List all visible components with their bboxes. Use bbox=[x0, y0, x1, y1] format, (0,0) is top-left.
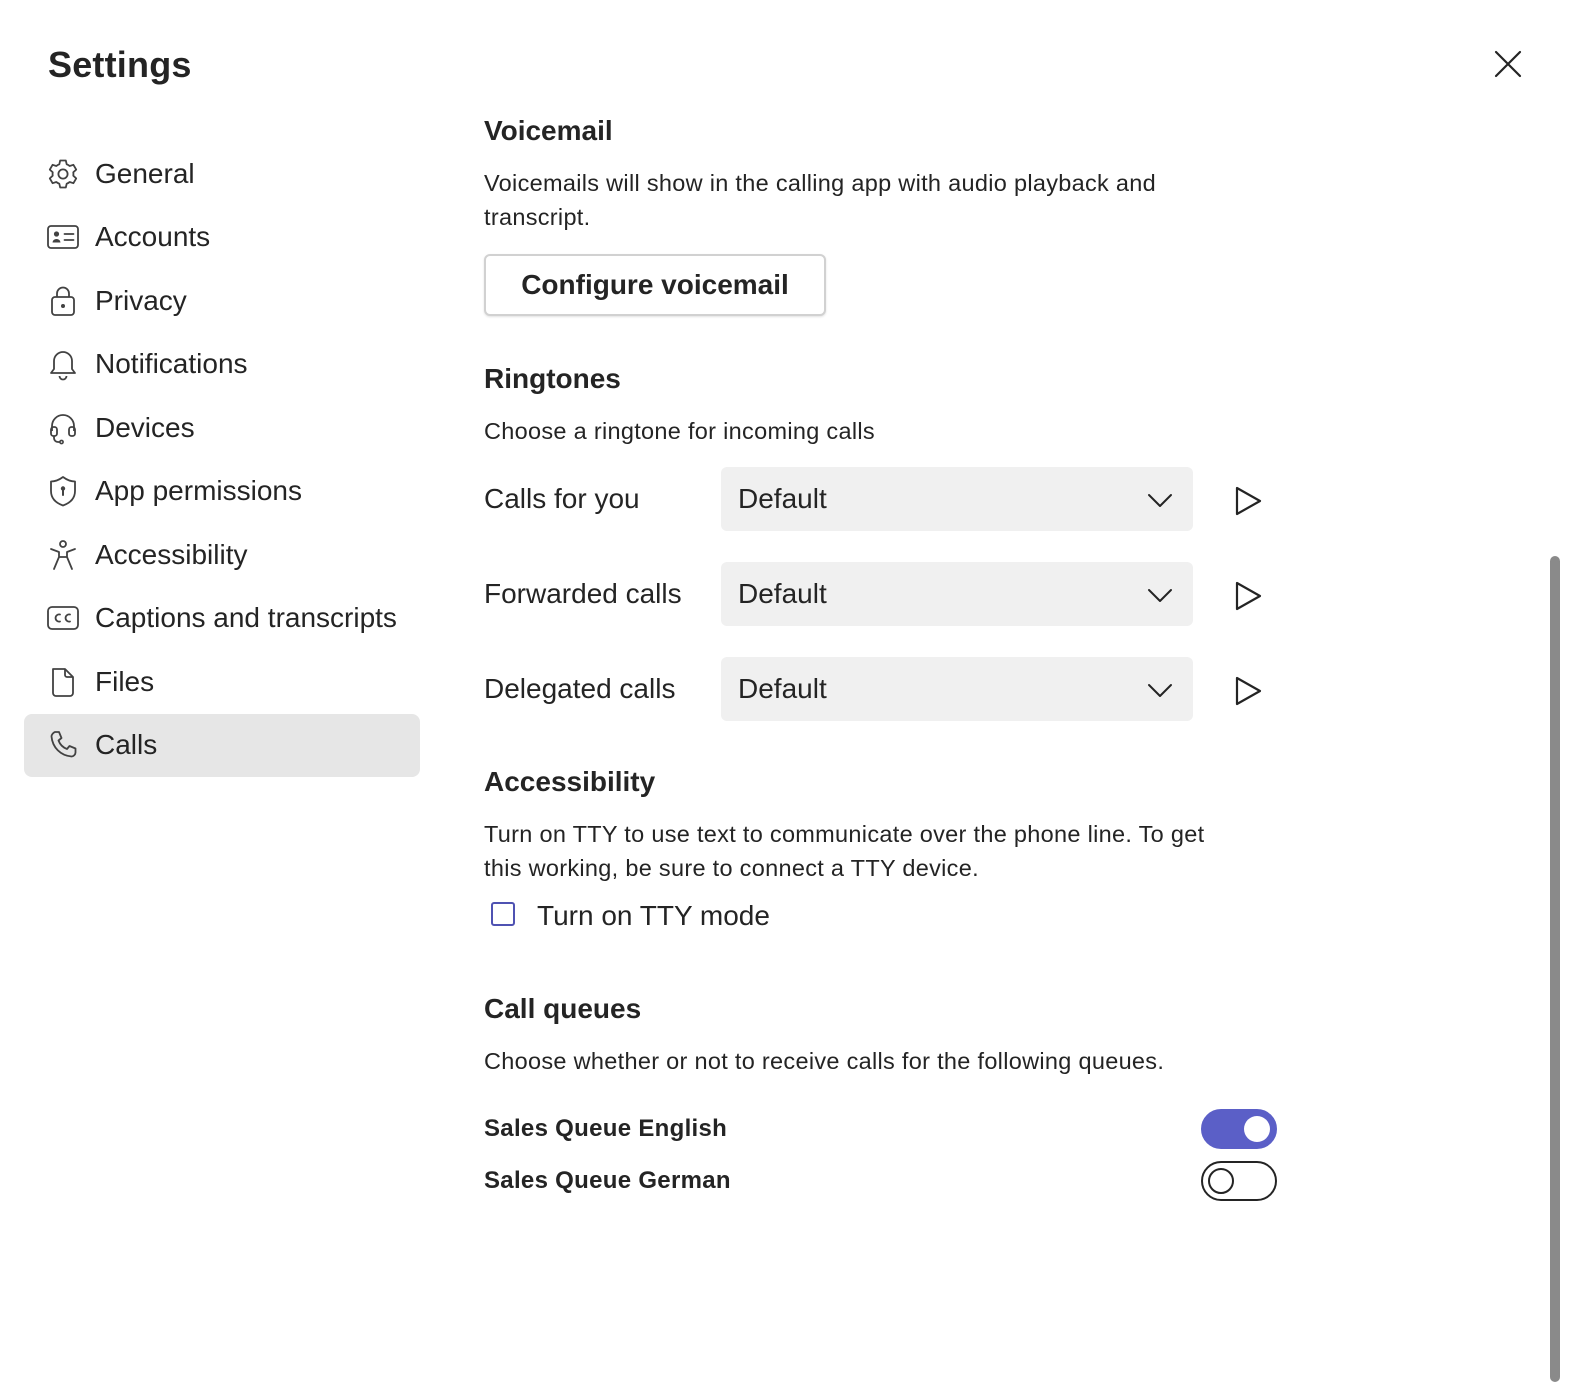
chevron-down-icon bbox=[1147, 487, 1173, 513]
sidebar-item-general[interactable] bbox=[24, 142, 420, 206]
scrollbar-thumb[interactable] bbox=[1550, 556, 1560, 1382]
file-icon bbox=[46, 665, 80, 699]
call-queues-description: Choose whether or not to receive calls for the following queues. bbox=[484, 1048, 1165, 1074]
ringtone-label: Forwarded calls bbox=[484, 578, 682, 609]
sidebar-item-devices[interactable] bbox=[24, 396, 420, 460]
sidebar-item-label: App permissions bbox=[95, 475, 302, 507]
ringtone-select-calls-for-you[interactable] bbox=[721, 467, 1193, 531]
ringtone-row-calls-for-you bbox=[484, 467, 1284, 531]
chevron-down-icon bbox=[1147, 582, 1173, 608]
ringtones-title: Ringtones bbox=[484, 363, 621, 394]
voicemail-description-line2: transcript. bbox=[484, 204, 591, 230]
voicemail-title: Voicemail bbox=[484, 115, 613, 146]
play-icon[interactable] bbox=[1229, 483, 1265, 519]
id-card-icon bbox=[46, 220, 80, 254]
toggle-knob bbox=[1208, 1168, 1234, 1194]
sidebar-item-label: Accessibility bbox=[95, 538, 248, 570]
toggle-knob bbox=[1244, 1116, 1270, 1142]
headset-icon bbox=[46, 411, 80, 445]
lock-icon bbox=[46, 284, 80, 318]
ringtone-label: Calls for you bbox=[484, 483, 640, 514]
bell-icon bbox=[46, 347, 80, 381]
queue-row-sales-german bbox=[484, 1161, 1284, 1203]
sidebar-item-app-permissions[interactable] bbox=[24, 460, 420, 524]
sidebar-item-label: Files bbox=[95, 665, 155, 697]
ringtone-select-forwarded-calls[interactable] bbox=[721, 562, 1193, 626]
close-button[interactable] bbox=[1488, 44, 1528, 84]
select-value: Default bbox=[738, 578, 827, 609]
ringtone-select-delegated-calls[interactable] bbox=[721, 657, 1193, 721]
settings-sidebar bbox=[24, 142, 420, 777]
tty-mode-row bbox=[484, 898, 884, 938]
sidebar-item-notifications[interactable] bbox=[24, 333, 420, 397]
sidebar-item-files[interactable] bbox=[24, 650, 420, 714]
configure-voicemail-button[interactable]: Configure voicemail bbox=[484, 254, 826, 316]
tty-mode-label[interactable]: Turn on TTY mode bbox=[537, 900, 770, 931]
ringtone-label: Delegated calls bbox=[484, 673, 676, 704]
play-icon[interactable] bbox=[1229, 578, 1265, 614]
play-icon[interactable] bbox=[1229, 673, 1265, 709]
sidebar-item-label: Devices bbox=[95, 411, 195, 443]
accessibility-description-line2: this working, be sure to connect a TTY device. bbox=[484, 855, 979, 881]
scrollbar[interactable] bbox=[1548, 556, 1562, 1382]
queue-row-sales-english bbox=[484, 1109, 1284, 1151]
phone-icon bbox=[46, 728, 80, 762]
gear-icon bbox=[46, 157, 80, 191]
ringtones-description: Choose a ringtone for incoming calls bbox=[484, 418, 875, 444]
sidebar-item-label: Privacy bbox=[95, 284, 187, 316]
dialog-title: Settings bbox=[48, 44, 192, 85]
select-value: Default bbox=[738, 483, 827, 514]
closed-captions-icon bbox=[46, 601, 80, 635]
chevron-down-icon bbox=[1147, 677, 1173, 703]
sidebar-item-label: Calls bbox=[95, 729, 158, 761]
queue-toggle-sales-english[interactable] bbox=[1201, 1109, 1277, 1149]
sidebar-item-accounts[interactable] bbox=[24, 206, 420, 270]
queue-label: Sales Queue German bbox=[484, 1167, 731, 1194]
shield-icon bbox=[46, 474, 80, 508]
sidebar-item-label: General bbox=[95, 157, 195, 189]
sidebar-item-label: Captions and transcripts bbox=[95, 602, 397, 634]
sidebar-item-accessibility[interactable] bbox=[24, 523, 420, 587]
close-icon bbox=[1494, 50, 1522, 78]
ringtone-row-delegated-calls bbox=[484, 657, 1284, 721]
queue-label: Sales Queue English bbox=[484, 1115, 728, 1142]
queue-toggle-sales-german[interactable] bbox=[1201, 1161, 1277, 1201]
call-queues-title: Call queues bbox=[484, 993, 642, 1024]
sidebar-item-calls[interactable] bbox=[24, 714, 420, 778]
accessibility-icon bbox=[46, 538, 80, 572]
tty-mode-checkbox[interactable] bbox=[491, 902, 515, 926]
ringtone-row-forwarded-calls bbox=[484, 562, 1284, 626]
voicemail-description-line1: Voicemails will show in the calling app with audio playback and bbox=[484, 170, 1157, 196]
accessibility-title: Accessibility bbox=[484, 766, 656, 797]
select-value: Default bbox=[738, 673, 827, 704]
sidebar-item-label: Accounts bbox=[95, 221, 211, 253]
sidebar-item-captions[interactable] bbox=[24, 587, 420, 651]
accessibility-description-line1: Turn on TTY to use text to communicate over the phone line. To get bbox=[484, 821, 1205, 847]
sidebar-item-privacy[interactable] bbox=[24, 269, 420, 333]
sidebar-item-label: Notifications bbox=[95, 348, 248, 380]
